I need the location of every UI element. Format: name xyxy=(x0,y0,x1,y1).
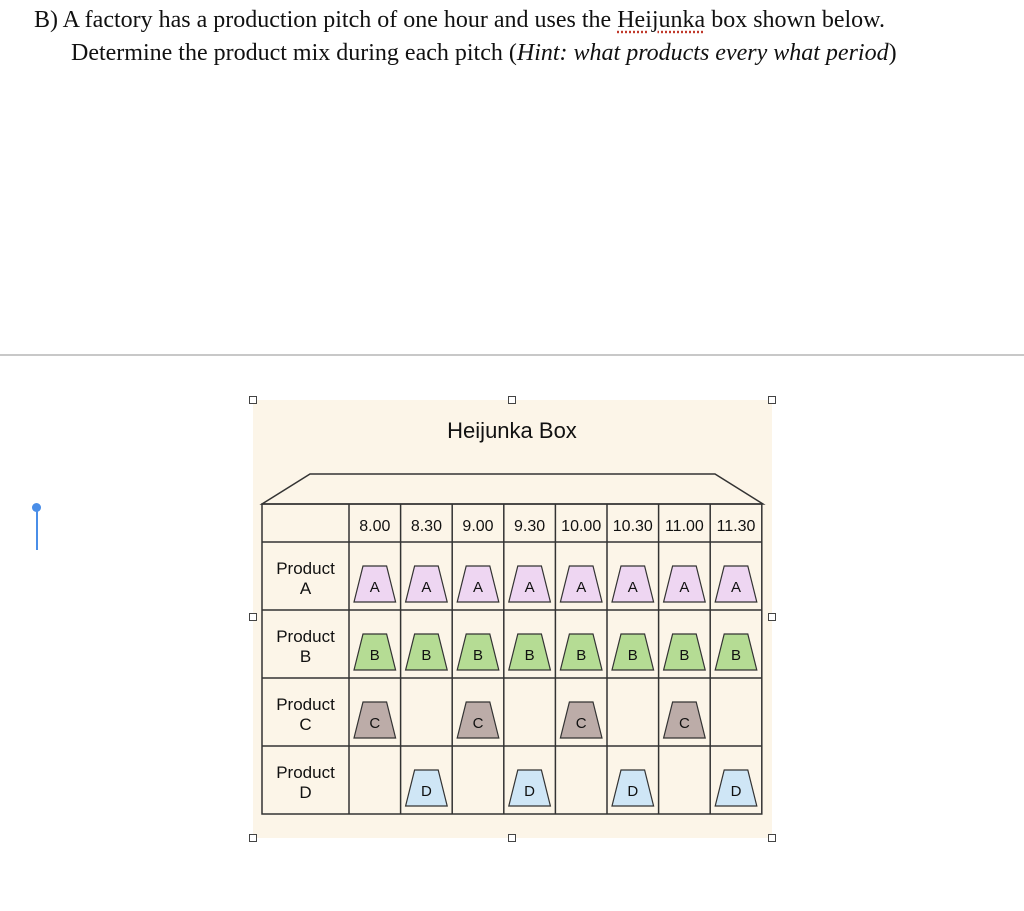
kanban-card-label: B xyxy=(369,647,380,664)
kanban-card-label: A xyxy=(524,579,535,596)
kanban-card xyxy=(406,566,448,602)
kanban-card xyxy=(612,566,654,602)
kanban-card xyxy=(354,566,396,602)
resize-handle-mr[interactable] xyxy=(768,613,776,621)
kanban-card xyxy=(664,566,706,602)
resize-handle-tl[interactable] xyxy=(249,396,257,404)
kanban-card xyxy=(664,634,706,670)
kanban-card-label: B xyxy=(627,647,638,664)
kanban-card-label: B xyxy=(524,647,535,664)
kanban-card-label: A xyxy=(627,579,638,596)
time-slot-label: 10.00 xyxy=(561,518,602,535)
box-lid xyxy=(262,474,763,504)
kanban-card xyxy=(354,702,396,738)
kanban-card-label: C xyxy=(575,715,587,732)
kanban-card-label: A xyxy=(472,579,484,596)
kanban-card xyxy=(457,634,499,670)
kanban-card xyxy=(509,566,551,602)
kanban-card-label: B xyxy=(472,647,484,664)
kanban-card-label: D xyxy=(627,783,639,800)
kanban-card-label: A xyxy=(679,579,690,596)
kanban-card-label: B xyxy=(576,647,587,664)
time-slot-label: 11.00 xyxy=(664,518,704,535)
time-slot-label: 9.30 xyxy=(514,518,546,535)
kanban-card xyxy=(509,634,551,670)
time-slot-label: 11.30 xyxy=(716,518,756,535)
kanban-card xyxy=(457,702,499,738)
kanban-card xyxy=(406,634,448,670)
row-label-line1: Product xyxy=(276,559,335,578)
kanban-card xyxy=(715,770,757,806)
kanban-card-label: B xyxy=(730,647,742,664)
kanban-card xyxy=(560,566,602,602)
kanban-card-label: C xyxy=(472,715,484,732)
row-label-line2: A xyxy=(299,579,312,598)
time-slot-label: 8.00 xyxy=(359,518,391,535)
kanban-card-label: A xyxy=(369,579,380,596)
kanban-card xyxy=(612,770,654,806)
heijunka-box-diagram xyxy=(253,400,772,838)
kanban-card xyxy=(560,634,602,670)
row-label-line1: Product xyxy=(276,695,335,714)
kanban-card-label: B xyxy=(421,647,432,664)
kanban-card xyxy=(560,702,602,738)
figure-title: Heijunka Box xyxy=(447,418,577,443)
question-text xyxy=(34,4,1004,70)
row-label-line2: C xyxy=(299,715,312,734)
kanban-card xyxy=(354,634,396,670)
kanban-card xyxy=(664,702,706,738)
resize-handle-bl[interactable] xyxy=(249,834,257,842)
kanban-card-label: C xyxy=(678,715,690,732)
kanban-card-label: A xyxy=(576,579,587,596)
kanban-card xyxy=(715,566,757,602)
kanban-card xyxy=(406,770,448,806)
time-slot-label: 8.30 xyxy=(410,518,442,535)
heijunka-figure[interactable] xyxy=(253,400,772,838)
resize-handle-tr[interactable] xyxy=(768,396,776,404)
kanban-card xyxy=(509,770,551,806)
kanban-card-label: B xyxy=(679,647,690,664)
kanban-card xyxy=(457,566,499,602)
kanban-card-label: C xyxy=(369,715,381,732)
resize-handle-bc[interactable] xyxy=(508,834,516,842)
kanban-card xyxy=(612,634,654,670)
time-slot-label: 9.00 xyxy=(462,518,494,535)
resize-handle-tc[interactable] xyxy=(508,396,516,404)
kanban-card-label: D xyxy=(730,783,742,800)
question-line-1: B) A factory has a production pitch of one hour and uses the Heijunka box shown below. xyxy=(34,7,885,33)
row-label-line1: Product xyxy=(276,627,335,646)
row-label-line2: D xyxy=(299,783,312,802)
text-cursor[interactable] xyxy=(36,509,38,550)
resize-handle-ml[interactable] xyxy=(249,613,257,621)
question-line-2: Determine the product mix during each pitch (Hint: what products every what period) xyxy=(71,40,897,66)
kanban-card-label: A xyxy=(730,579,742,596)
kanban-card-label: D xyxy=(420,783,432,800)
resize-handle-br[interactable] xyxy=(768,834,776,842)
row-label-line1: Product xyxy=(276,763,335,782)
kanban-card xyxy=(715,634,757,670)
divider xyxy=(0,354,1024,356)
kanban-card-label: A xyxy=(421,579,432,596)
hint-text: Hint: what products every what period xyxy=(516,40,889,66)
kanban-card-label: D xyxy=(524,783,536,800)
spellcheck-word[interactable]: Heijunka xyxy=(617,7,706,33)
row-label-line2: B xyxy=(299,647,312,666)
time-slot-label: 10.30 xyxy=(612,518,653,535)
